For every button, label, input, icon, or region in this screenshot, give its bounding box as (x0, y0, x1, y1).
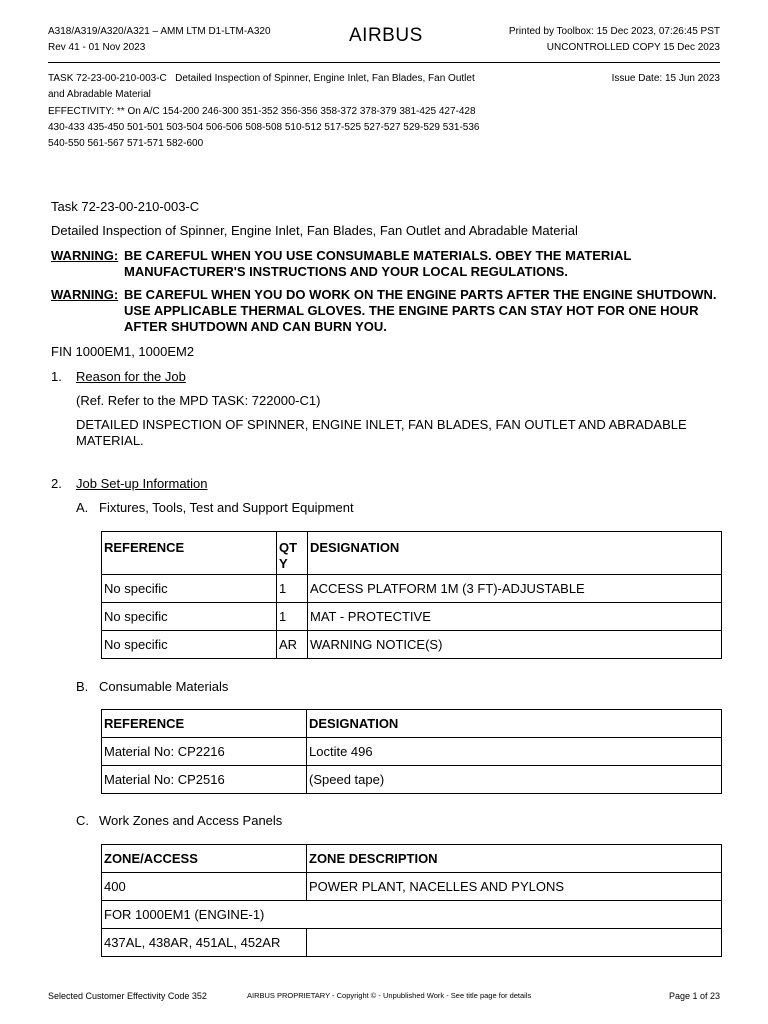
footer-proprietary: AIRBUS PROPRIETARY - Copyright © - Unpublished Work - See title page for details (247, 991, 532, 1000)
table-header-row (102, 532, 722, 575)
table-row (102, 929, 722, 957)
reason-description-line2: MATERIAL. (76, 433, 144, 448)
cell-reference: No specific (102, 575, 277, 603)
issue-date: Issue Date: 15 Jun 2023 (611, 73, 720, 84)
cell-designation: WARNING NOTICE(S) (308, 631, 722, 659)
fin-numbers: FIN 1000EM1, 1000EM2 (51, 344, 195, 359)
subsection-a-title: Fixtures, Tools, Test and Support Equipment (99, 500, 354, 515)
qty-header-part: QT (279, 540, 298, 555)
cell-zone: 400 (102, 873, 307, 901)
table-header-row (102, 710, 722, 738)
table-row (102, 631, 722, 659)
cell-qty: 1 (277, 603, 308, 631)
document-reference: A318/A319/A320/A321 – AMM LTM D1-LTM-A320 (48, 26, 271, 37)
mpd-reference: (Ref. Refer to the MPD TASK: 722000-C1) (76, 393, 321, 408)
header-designation: DESIGNATION (307, 710, 722, 738)
zones-table (101, 844, 722, 957)
subsection-b-title: Consumable Materials (99, 679, 229, 694)
header-designation: DESIGNATION (308, 532, 722, 575)
airbus-brand: AIRBUS (349, 25, 423, 46)
section-1-title: Reason for the Job (76, 369, 186, 384)
uncontrolled-copy: UNCONTROLLED COPY 15 Dec 2023 (546, 42, 720, 53)
warning-engine-hot (51, 287, 731, 337)
table-row (102, 901, 722, 929)
header-reference: REFERENCE (102, 710, 307, 738)
header-zone-access: ZONE/ACCESS (102, 845, 307, 873)
warning-label: WARNING: (51, 287, 119, 302)
warning-text (124, 248, 724, 280)
effectivity-line3: 540-550 561-567 571-571 582-600 (48, 138, 204, 149)
section-2-title: Job Set-up Information (76, 476, 208, 491)
subsection-a-label: A. (76, 500, 89, 515)
consumables-table (101, 709, 722, 794)
tools-table (101, 531, 722, 659)
cell-reference: Material No: CP2216 (102, 738, 307, 766)
warning-line: MANUFACTURER'S INSTRUCTIONS AND YOUR LOCAL REGULATIONS. (124, 264, 568, 279)
table-row (102, 575, 722, 603)
task-number: Task 72-23-00-210-003-C (51, 199, 200, 214)
header-divider (48, 62, 720, 63)
cell-qty: 1 (277, 575, 308, 603)
cell-reference: No specific (102, 631, 277, 659)
section-2-number: 2. (51, 476, 62, 491)
table-header-row (102, 845, 722, 873)
cell-engine-group: FOR 1000EM1 (ENGINE-1) (102, 901, 722, 929)
printed-info: Printed by Toolbox: 15 Dec 2023, 07:26:45 PST (508, 26, 720, 37)
warning-consumables (51, 248, 731, 282)
cell-reference: Material No: CP2516 (102, 766, 307, 794)
task-header-line2: and Abradable Material (48, 89, 151, 100)
table-row (102, 603, 722, 631)
footer-effectivity-code: Selected Customer Effectivity Code 352 (48, 991, 207, 1001)
cell-access-panels: 437AL, 438AR, 451AL, 452AR (102, 929, 307, 957)
effectivity-line1: EFFECTIVITY: ** On A/C 154-200 246-300 351-352 356-356 358-372 378-379 381-425 427-428 (48, 106, 476, 117)
warning-label: WARNING: (51, 248, 119, 263)
header-qty (277, 532, 308, 575)
effectivity-line2: 430-433 435-450 501-501 503-504 506-506 508-508 510-512 517-525 527-527 529-529 531-536 (48, 122, 480, 133)
qty-header-part: Y (279, 556, 288, 571)
cell-designation: Loctite 496 (307, 738, 722, 766)
cell-designation: MAT - PROTECTIVE (308, 603, 722, 631)
footer-page-number: Page 1 of 23 (668, 991, 720, 1001)
cell-qty: AR (277, 631, 308, 659)
header-reference: REFERENCE (102, 532, 277, 575)
cell-reference: No specific (102, 603, 277, 631)
warning-text (124, 287, 744, 335)
table-row (102, 873, 722, 901)
subsection-c-title: Work Zones and Access Panels (99, 813, 283, 828)
cell-designation: (Speed tape) (307, 766, 722, 794)
cell-designation: ACCESS PLATFORM 1M (3 FT)-ADJUSTABLE (308, 575, 722, 603)
subsection-b-label: B. (76, 679, 89, 694)
revision-label: Rev 41 - 01 Nov 2023 (48, 42, 146, 53)
task-title: Detailed Inspection of Spinner, Engine Inlet, Fan Blades, Fan Outlet and Abradable Material (51, 223, 578, 238)
warning-line: USE APPLICABLE THERMAL GLOVES. THE ENGINE PARTS CAN STAY HOT FOR ONE HOUR (124, 303, 699, 318)
section-1-number: 1. (51, 369, 62, 384)
subsection-c-label: C. (76, 813, 89, 828)
cell-zone-description: POWER PLANT, NACELLES AND PYLONS (307, 873, 722, 901)
header-zone-description: ZONE DESCRIPTION (307, 845, 722, 873)
warning-line: AFTER SHUTDOWN AND CAN BURN YOU. (124, 319, 387, 334)
table-row (102, 738, 722, 766)
cell-zone-description (307, 929, 722, 957)
table-row (102, 766, 722, 794)
warning-line: BE CAREFUL WHEN YOU USE CONSUMABLE MATERIALS. OBEY THE MATERIAL (124, 248, 632, 263)
warning-line: BE CAREFUL WHEN YOU DO WORK ON THE ENGINE PARTS AFTER THE ENGINE SHUTDOWN. (124, 287, 717, 302)
task-header-line1: TASK 72-23-00-210-003-C Detailed Inspection of Spinner, Engine Inlet, Fan Blades, Fan Outlet (48, 73, 475, 84)
reason-description-line1: DETAILED INSPECTION OF SPINNER, ENGINE INLET, FAN BLADES, FAN OUTLET AND ABRADABLE (76, 417, 687, 432)
